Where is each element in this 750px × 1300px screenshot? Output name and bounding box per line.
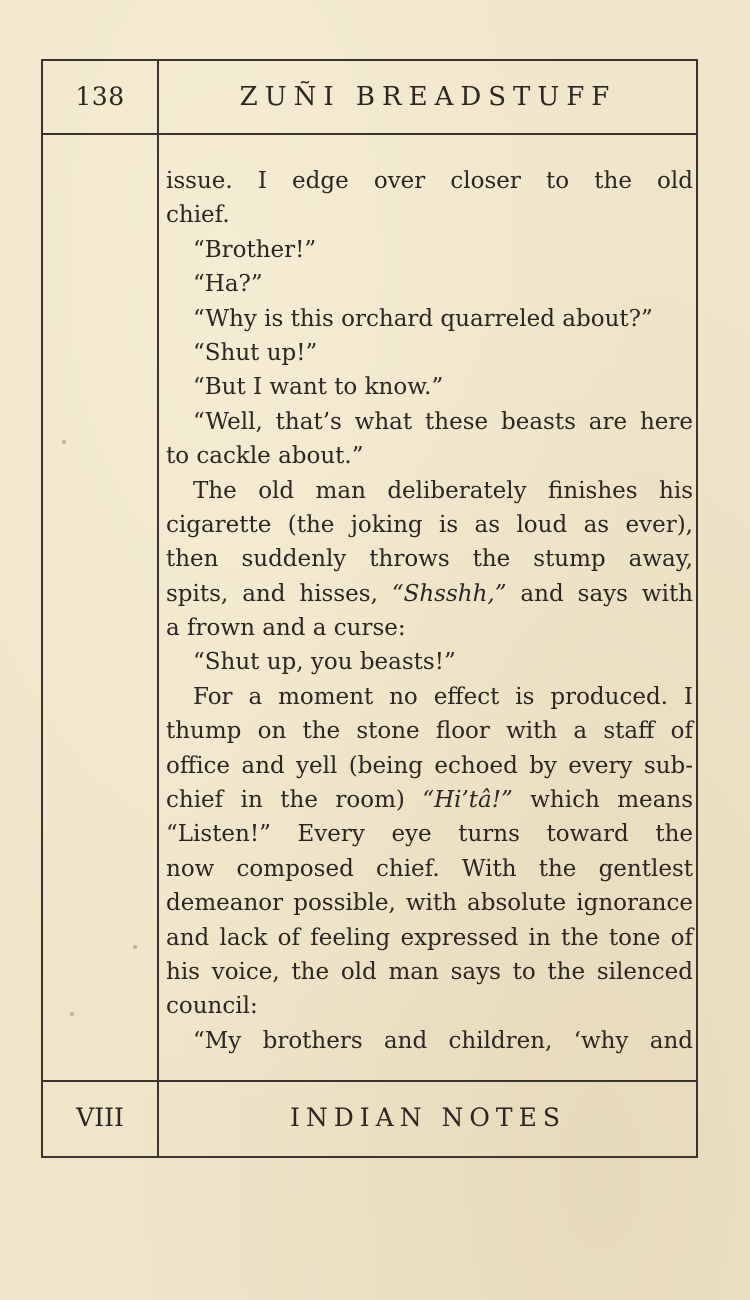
text-line: “Brother!” xyxy=(193,236,317,263)
text-line: then suddenly throws the stump away, xyxy=(166,546,693,573)
text-line: office and yell (being echoed by every sub- xyxy=(166,752,693,779)
body-text xyxy=(166,164,693,1058)
text-segment: spits, and hisses, xyxy=(166,580,392,607)
text-line: chief. xyxy=(166,202,230,229)
margin-column-rule xyxy=(157,59,159,1158)
text-line: issue. I edge over closer to the old xyxy=(166,168,693,194)
text-line: now composed chief. With the gentlest xyxy=(166,855,693,882)
volume-number: VIII xyxy=(76,1103,124,1132)
text-line: and lack of feeling expressed in the tone of xyxy=(166,924,693,951)
text-line: “My brothers and children, ‘why and xyxy=(193,1027,693,1054)
text-line: demeanor possible, with absolute ignorance xyxy=(166,890,693,917)
text-line: a frown and a curse: xyxy=(166,615,406,642)
text-line: “Listen!” Every eye turns toward the xyxy=(166,821,693,848)
text-line: The old man deliberately finishes his xyxy=(193,477,693,504)
text-line: “Why is this orchard quarreled about?” xyxy=(193,305,653,332)
text-line: For a moment no effect is produced. I xyxy=(193,683,693,710)
text-line: thump on the stone floor with a staff of xyxy=(166,718,693,745)
series-title: INDIAN NOTES xyxy=(290,1103,566,1132)
italic-exclamation: “Hi’tâ!” xyxy=(422,787,513,814)
paper-speck xyxy=(62,440,66,444)
text-line-with-italic xyxy=(166,577,693,611)
paper-speck xyxy=(70,1012,74,1016)
text-line: “Shut up!” xyxy=(193,339,318,366)
running-title: ZUÑI BREADSTUFF xyxy=(239,82,617,112)
text-line: “Ha?” xyxy=(193,271,263,298)
text-line: “Shut up, you beasts!” xyxy=(193,649,456,676)
text-segment: and says with xyxy=(506,580,693,607)
text-line-with-italic xyxy=(166,783,693,817)
text-line: “But I want to know.” xyxy=(193,374,444,401)
paper-speck xyxy=(133,945,137,949)
header-rule xyxy=(41,133,698,135)
text-line: council: xyxy=(166,993,258,1020)
text-line: cigarette (the joking is as loud as ever), xyxy=(166,511,693,538)
text-segment: chief in the room) xyxy=(166,787,423,814)
text-line: to cackle about.” xyxy=(166,443,364,470)
text-line: “Well, that’s what these beasts are here xyxy=(193,408,693,435)
italic-exclamation: “Shsshh,” xyxy=(391,580,507,607)
footer-rule xyxy=(41,1080,698,1082)
text-line: his voice, the old man says to the silenced xyxy=(166,958,693,985)
page-number: 138 xyxy=(75,82,125,111)
text-segment: which means xyxy=(512,787,693,814)
